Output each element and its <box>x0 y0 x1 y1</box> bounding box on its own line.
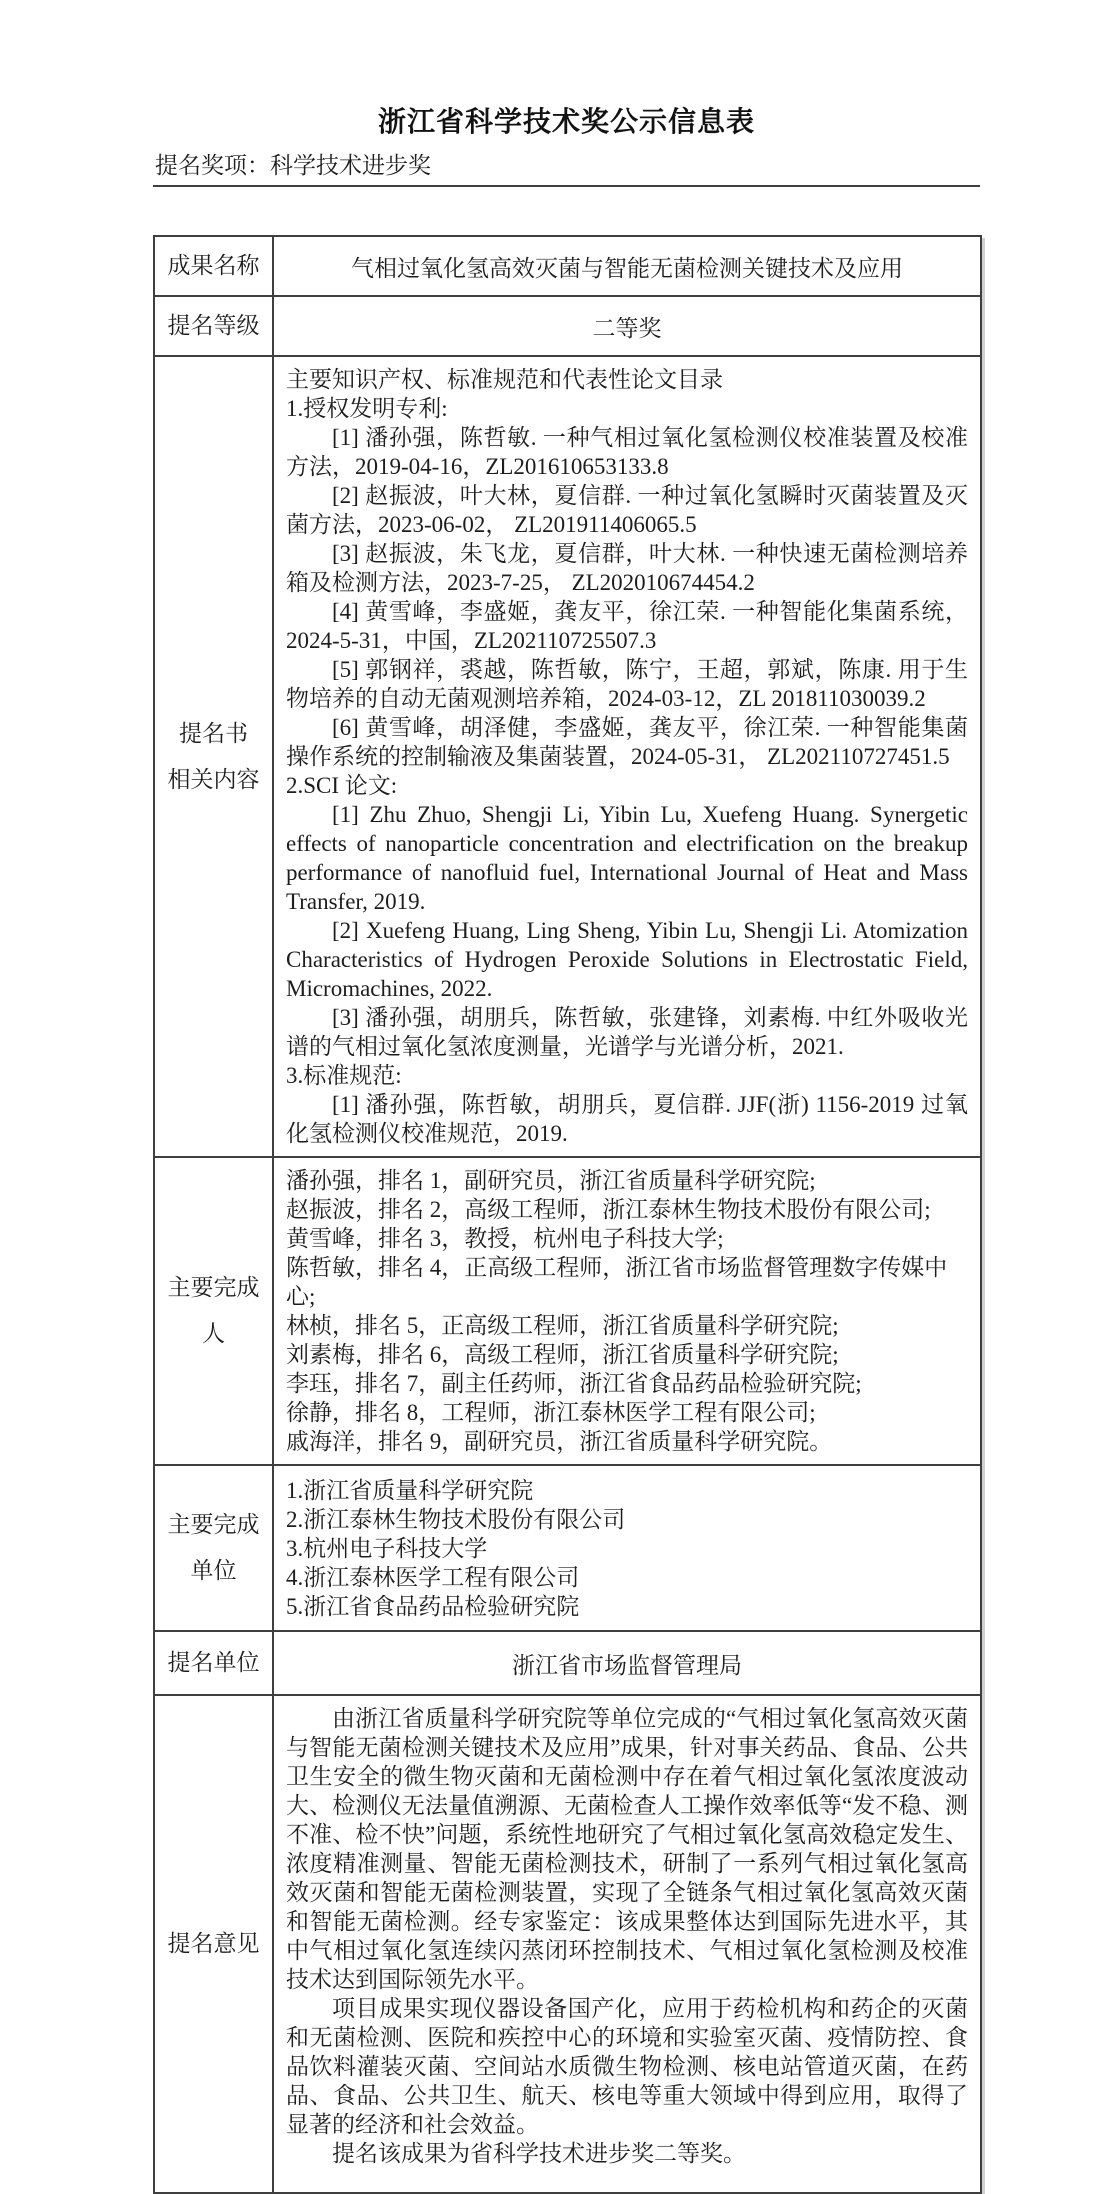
nominating-unit-value: 浙江省市场监督管理局 <box>273 1631 981 1695</box>
completer-line: 林桢，排名 5，正高级工程师，浙江省质量科学研究院; <box>286 1313 839 1338</box>
main-completers-label <box>154 1157 273 1465</box>
nomination-book-label <box>154 356 273 1157</box>
unit-line: 5.浙江省食品药品检验研究院 <box>286 1593 580 1619</box>
label-line: 主要完成 <box>167 1275 260 1300</box>
row-nomination-book <box>154 356 981 1157</box>
unit-line: 1.浙江省质量科学研究院 <box>286 1477 534 1503</box>
catalog-paragraph: [5] 郭钢祥，裘越，陈哲敏，陈宁，王超，郭斌，陈康. 用于生物培养的自动无菌观测培养箱，2024-03-12，ZL 201811030039.2 <box>286 657 968 711</box>
completer-line: 赵振波，排名 2，高级工程师，浙江泰林生物技术股份有限公司; <box>286 1197 931 1222</box>
completer-line: 刘素梅，排名 6，高级工程师，浙江省质量科学研究院; <box>286 1342 839 1367</box>
nomination-level-label: 提名等级 <box>154 296 273 356</box>
label-line: 提名书 <box>179 720 248 746</box>
row-nomination-opinion <box>154 1695 981 2193</box>
result-name-label: 成果名称 <box>154 236 273 296</box>
opinion-paragraph: 提名该成果为省科学技术进步奖二等奖。 <box>332 2141 746 2166</box>
page-title: 浙江省科学技术奖公示信息表 <box>377 107 755 138</box>
award-category-line <box>153 152 980 187</box>
catalog-paragraph: 主要知识产权、标准规范和代表性论文目录 <box>286 367 723 392</box>
award-info-table <box>153 235 982 2194</box>
catalog-paragraph: [1] 潘孙强，陈哲敏. 一种气相过氧化氢检测仪校准装置及校准方法，2019-04-16，ZL201610653133.8 <box>286 425 968 479</box>
unit-line: 4.浙江泰林医学工程有限公司 <box>286 1564 580 1590</box>
completer-line: 李珏，排名 7，副主任药师，浙江省食品药品检验研究院; <box>286 1371 862 1396</box>
label-line: 单位 <box>190 1558 237 1583</box>
unit-line: 3.杭州电子科技大学 <box>286 1535 488 1561</box>
row-result-name <box>154 236 981 296</box>
catalog-paragraph: [6] 黄雪峰，胡泽健，李盛姬，龚友平，徐江荣. 一种智能集菌操作系统的控制输液及集菌装置，2024-05-31， ZL202110727451.5 <box>286 715 968 769</box>
catalog-paragraph: [1] Zhu Zhuo, Shengji Li, Yibin Lu, Xuefeng Huang. Synergetic effects of nanoparticle concentration and electrification on the breakup performance of nanofluid fuel, International Journal of Heat and Mass Transfer, 2019. <box>286 802 968 914</box>
nomination-book-content <box>273 356 981 1157</box>
catalog-paragraph: 3.标准规范: <box>286 1063 402 1088</box>
catalog-paragraph: [2] Xuefeng Huang, Ling Sheng, Yibin Lu, Shengji Li. Atomization Characteristics of Hydrogen Peroxide Solutions in Electrostatic Field, Micromachines, 2022. <box>286 918 968 1001</box>
catalog-paragraph: [3] 赵振波，朱飞龙，夏信群，叶大林. 一种快速无菌检测培养箱及检测方法，2023-7-25， ZL202010674454.2 <box>286 541 968 595</box>
label-line: 主要完成 <box>167 1512 260 1537</box>
award-category-value: 科学技术进步奖 <box>270 153 431 178</box>
opinion-paragraph: 由浙江省质量科学研究院等单位完成的“气相过氧化氢高效灭菌与智能无菌检测关键技术及应用”成果，针对事关药品、食品、公共卫生安全的微生物灭菌和无菌检测中存在着气相过氧化氢浓度波动大、检测仪无法量值溯源、无菌检查人工操作效率低等“发不稳、测不准、检不快”问题，系统性地研究了气相过氧化氢高效稳定发生、浓度精准测量、智能无菌检测技术，研制了一系列气相过氧化氢高效灭菌和智能无菌检测装置，实现了全链条气相过氧化氢高效灭菌和智能无菌检测。经专家鉴定：该成果整体达到国际先进水平，其中气相过氧化氢连续闪蒸闭环控制技术、气相过氧化氢检测及校准技术达到国际领先水平。 <box>286 1706 968 1992</box>
row-nominating-unit <box>154 1631 981 1695</box>
catalog-paragraph: [1] 潘孙强，陈哲敏，胡朋兵，夏信群. JJF(浙) 1156-2019 过氧化氢检测仪校准规范，2019. <box>286 1092 968 1146</box>
form-sheet <box>153 100 980 2194</box>
label-line: 相关内容 <box>167 766 260 792</box>
catalog-paragraph: [3] 潘孙强，胡朋兵，陈哲敏，张建锋，刘素梅. 中红外吸收光谱的气相过氧化氢浓度测量，光谱学与光谱分析，2021. <box>286 1005 968 1059</box>
nomination-opinion-label: 提名意见 <box>154 1695 273 2193</box>
opinion-paragraph: 项目成果实现仪器设备国产化，应用于药检机构和药企的灭菌和无菌检测、医院和疾控中心的环境和实验室灭菌、疫情防控、食品饮料灌装灭菌、空间站水质微生物检测、核电站管道灭菌，在药品、食品、公共卫生、航天、核电等重大领域中得到应用，取得了显著的经济和社会效益。 <box>286 1996 968 2137</box>
main-units-content <box>273 1465 981 1631</box>
unit-line: 2.浙江泰林生物技术股份有限公司 <box>286 1506 626 1532</box>
catalog-paragraph: 2.SCI 论文: <box>286 773 398 798</box>
completer-line: 潘孙强，排名 1，副研究员，浙江省质量科学研究院; <box>286 1168 816 1193</box>
catalog-paragraph: [2] 赵振波，叶大林，夏信群. 一种过氧化氢瞬时灭菌装置及灭菌方法，2023-06-02， ZL201911406065.5 <box>286 483 968 537</box>
nomination-level-value: 二等奖 <box>273 296 981 356</box>
nominating-unit-label: 提名单位 <box>154 1631 273 1695</box>
main-units-label <box>154 1465 273 1631</box>
result-name-value: 气相过氧化氢高效灭菌与智能无菌检测关键技术及应用 <box>273 236 981 296</box>
completer-line: 戚海洋，排名 9，副研究员，浙江省质量科学研究院。 <box>286 1429 833 1454</box>
completer-line: 黄雪峰，排名 3，教授，杭州电子科技大学; <box>286 1226 724 1251</box>
completer-line: 陈哲敏，排名 4，正高级工程师，浙江省市场监督管理数字传媒中心; <box>286 1255 948 1309</box>
row-main-completers <box>154 1157 981 1465</box>
catalog-paragraph: [4] 黄雪峰，李盛姬，龚友平，徐江荣. 一种智能化集菌系统，2024-5-31，中国，ZL202110725507.3 <box>286 599 968 653</box>
main-completers-content <box>273 1157 981 1465</box>
completer-line: 徐静，排名 8，工程师，浙江泰林医学工程有限公司; <box>286 1400 816 1425</box>
row-nomination-level <box>154 296 981 356</box>
catalog-paragraph: 1.授权发明专利: <box>286 396 448 421</box>
award-category-label: 提名奖项： <box>155 153 270 178</box>
nomination-opinion-content <box>273 1695 981 2193</box>
label-line: 人 <box>202 1321 225 1346</box>
row-main-units <box>154 1465 981 1631</box>
